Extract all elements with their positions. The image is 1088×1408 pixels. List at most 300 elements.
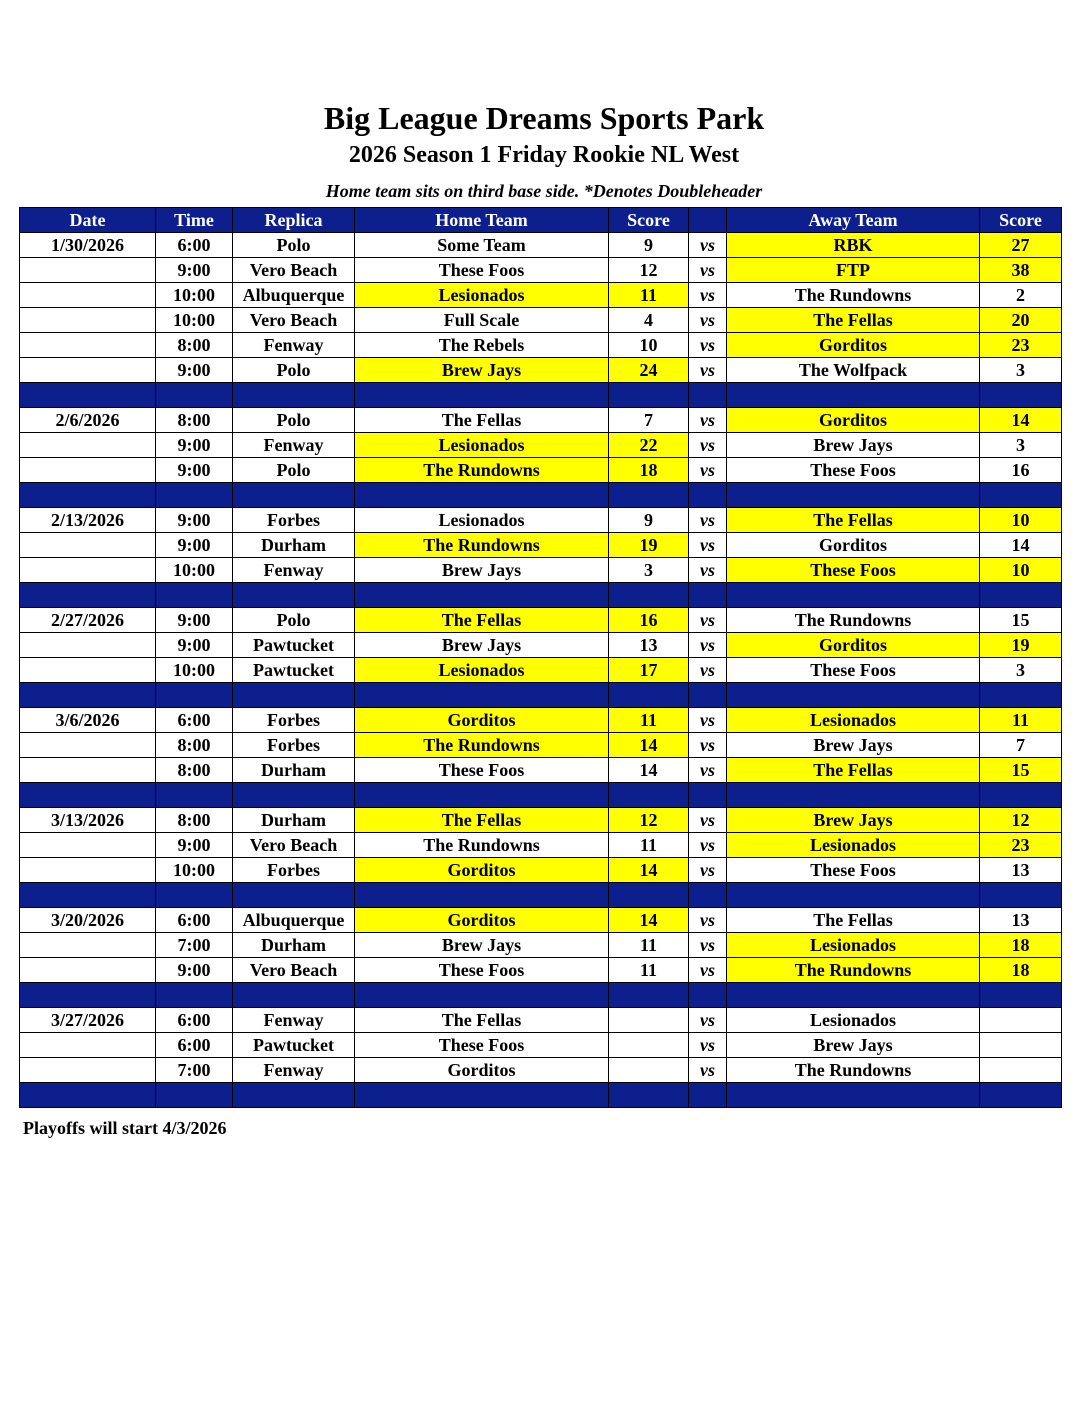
date-cell	[20, 458, 156, 483]
away-team-cell: The Fellas	[727, 308, 980, 333]
time-cell: 9:00	[156, 533, 233, 558]
replica-cell: Fenway	[233, 433, 355, 458]
separator-cell	[980, 583, 1062, 608]
away-team-cell: Lesionados	[727, 708, 980, 733]
away-score-cell: 3	[980, 358, 1062, 383]
away-team-cell: Brew Jays	[727, 733, 980, 758]
away-team-cell: Gorditos	[727, 633, 980, 658]
separator-cell	[609, 483, 689, 508]
away-team-cell: RBK	[727, 233, 980, 258]
replica-cell: Fenway	[233, 558, 355, 583]
home-score-cell: 7	[609, 408, 689, 433]
home-score-cell: 19	[609, 533, 689, 558]
game-row	[20, 433, 1062, 458]
time-cell: 8:00	[156, 408, 233, 433]
away-score-cell: 16	[980, 458, 1062, 483]
away-score-cell: 20	[980, 308, 1062, 333]
game-row	[20, 1008, 1062, 1033]
replica-cell: Forbes	[233, 708, 355, 733]
home-score-cell: 10	[609, 333, 689, 358]
separator-cell	[980, 883, 1062, 908]
away-team-cell: FTP	[727, 258, 980, 283]
home-team-cell: The Rebels	[355, 333, 609, 358]
replica-cell: Forbes	[233, 508, 355, 533]
separator-row	[20, 483, 1062, 508]
column-header-vs	[689, 208, 727, 233]
away-score-cell: 10	[980, 508, 1062, 533]
replica-cell: Vero Beach	[233, 958, 355, 983]
separator-cell	[233, 983, 355, 1008]
date-cell	[20, 558, 156, 583]
away-team-cell: These Foos	[727, 458, 980, 483]
vs-cell: vs	[689, 1033, 727, 1058]
separator-cell	[727, 683, 980, 708]
vs-cell: vs	[689, 608, 727, 633]
separator-cell	[20, 1083, 156, 1108]
home-team-cell: These Foos	[355, 258, 609, 283]
home-score-cell: 14	[609, 858, 689, 883]
vs-cell: vs	[689, 1058, 727, 1083]
game-row	[20, 933, 1062, 958]
time-cell: 10:00	[156, 658, 233, 683]
replica-cell: Durham	[233, 808, 355, 833]
home-score-cell: 9	[609, 508, 689, 533]
vs-cell: vs	[689, 358, 727, 383]
replica-cell: Vero Beach	[233, 258, 355, 283]
game-row	[20, 333, 1062, 358]
home-score-cell: 11	[609, 933, 689, 958]
separator-cell	[156, 383, 233, 408]
home-team-cell: Brew Jays	[355, 558, 609, 583]
separator-cell	[20, 683, 156, 708]
date-cell	[20, 658, 156, 683]
replica-cell: Fenway	[233, 1008, 355, 1033]
date-cell	[20, 733, 156, 758]
separator-cell	[233, 1083, 355, 1108]
column-header-home-score: Score	[609, 208, 689, 233]
time-cell: 8:00	[156, 758, 233, 783]
home-team-cell: These Foos	[355, 1033, 609, 1058]
home-score-cell	[609, 1033, 689, 1058]
time-cell: 9:00	[156, 958, 233, 983]
game-row	[20, 833, 1062, 858]
home-team-cell: The Fellas	[355, 808, 609, 833]
replica-cell: Vero Beach	[233, 833, 355, 858]
separator-cell	[609, 983, 689, 1008]
separator-row	[20, 883, 1062, 908]
separator-cell	[689, 1083, 727, 1108]
away-score-cell	[980, 1008, 1062, 1033]
game-row	[20, 1058, 1062, 1083]
vs-cell: vs	[689, 708, 727, 733]
game-row	[20, 908, 1062, 933]
date-cell	[20, 308, 156, 333]
game-row	[20, 258, 1062, 283]
replica-cell: Forbes	[233, 733, 355, 758]
separator-cell	[609, 1083, 689, 1108]
away-team-cell: The Rundowns	[727, 958, 980, 983]
time-cell: 6:00	[156, 1033, 233, 1058]
away-team-cell: The Rundowns	[727, 608, 980, 633]
playoffs-note: Playoffs will start 4/3/2026	[23, 1118, 227, 1138]
schedule-table	[19, 207, 1062, 1108]
separator-cell	[156, 483, 233, 508]
separator-cell	[233, 683, 355, 708]
home-score-cell: 12	[609, 808, 689, 833]
time-cell: 9:00	[156, 433, 233, 458]
separator-cell	[20, 783, 156, 808]
game-row	[20, 708, 1062, 733]
vs-cell: vs	[689, 933, 727, 958]
game-row	[20, 308, 1062, 333]
away-team-cell: Gorditos	[727, 533, 980, 558]
game-row	[20, 533, 1062, 558]
away-team-cell: The Wolfpack	[727, 358, 980, 383]
away-team-cell: Gorditos	[727, 408, 980, 433]
home-score-cell: 17	[609, 658, 689, 683]
separator-cell	[980, 383, 1062, 408]
vs-cell: vs	[689, 258, 727, 283]
separator-cell	[689, 683, 727, 708]
separator-cell	[156, 983, 233, 1008]
time-cell: 10:00	[156, 558, 233, 583]
away-team-cell: The Fellas	[727, 508, 980, 533]
home-score-cell: 13	[609, 633, 689, 658]
time-cell: 8:00	[156, 733, 233, 758]
vs-cell: vs	[689, 658, 727, 683]
game-row	[20, 458, 1062, 483]
replica-cell: Pawtucket	[233, 633, 355, 658]
date-cell	[20, 533, 156, 558]
date-cell: 3/27/2026	[20, 1008, 156, 1033]
game-row	[20, 658, 1062, 683]
game-row	[20, 858, 1062, 883]
game-row	[20, 608, 1062, 633]
home-score-cell: 12	[609, 258, 689, 283]
vs-cell: vs	[689, 808, 727, 833]
home-team-cell: Lesionados	[355, 508, 609, 533]
vs-cell: vs	[689, 308, 727, 333]
separator-cell	[727, 983, 980, 1008]
separator-cell	[980, 1083, 1062, 1108]
vs-cell: vs	[689, 858, 727, 883]
separator-cell	[355, 383, 609, 408]
column-header-date: Date	[20, 208, 156, 233]
away-team-cell: These Foos	[727, 558, 980, 583]
date-cell: 2/27/2026	[20, 608, 156, 633]
away-team-cell: Brew Jays	[727, 808, 980, 833]
separator-cell	[20, 983, 156, 1008]
away-score-cell: 13	[980, 858, 1062, 883]
home-score-cell	[609, 1058, 689, 1083]
separator-cell	[20, 383, 156, 408]
replica-cell: Albuquerque	[233, 908, 355, 933]
separator-cell	[233, 883, 355, 908]
date-cell	[20, 1058, 156, 1083]
time-cell: 9:00	[156, 458, 233, 483]
home-score-cell: 14	[609, 733, 689, 758]
separator-row	[20, 383, 1062, 408]
replica-cell: Pawtucket	[233, 1033, 355, 1058]
game-row	[20, 408, 1062, 433]
time-cell: 9:00	[156, 508, 233, 533]
home-score-cell: 11	[609, 283, 689, 308]
home-team-cell: These Foos	[355, 958, 609, 983]
away-team-cell: These Foos	[727, 858, 980, 883]
away-team-cell: Brew Jays	[727, 433, 980, 458]
home-team-cell: Brew Jays	[355, 358, 609, 383]
home-score-cell: 9	[609, 233, 689, 258]
home-score-cell: 18	[609, 458, 689, 483]
separator-row	[20, 1083, 1062, 1108]
game-row	[20, 758, 1062, 783]
home-score-cell	[609, 1008, 689, 1033]
separator-cell	[727, 1083, 980, 1108]
home-score-cell: 11	[609, 833, 689, 858]
date-cell	[20, 758, 156, 783]
column-header-away-team: Away Team	[727, 208, 980, 233]
home-score-cell: 24	[609, 358, 689, 383]
away-score-cell: 27	[980, 233, 1062, 258]
replica-cell: Vero Beach	[233, 308, 355, 333]
date-cell: 1/30/2026	[20, 233, 156, 258]
replica-cell: Durham	[233, 933, 355, 958]
time-cell: 9:00	[156, 358, 233, 383]
replica-cell: Pawtucket	[233, 658, 355, 683]
game-row	[20, 233, 1062, 258]
page-title: Big League Dreams Sports Park	[323, 100, 765, 136]
separator-cell	[727, 783, 980, 808]
replica-cell: Polo	[233, 358, 355, 383]
time-cell: 6:00	[156, 708, 233, 733]
home-team-cell: The Fellas	[355, 608, 609, 633]
away-score-cell: 14	[980, 533, 1062, 558]
separator-cell	[980, 983, 1062, 1008]
replica-cell: Polo	[233, 458, 355, 483]
away-score-cell: 38	[980, 258, 1062, 283]
away-team-cell: The Fellas	[727, 908, 980, 933]
separator-cell	[355, 883, 609, 908]
time-cell: 7:00	[156, 1058, 233, 1083]
separator-cell	[355, 583, 609, 608]
date-cell	[20, 833, 156, 858]
date-cell	[20, 283, 156, 308]
date-cell	[20, 333, 156, 358]
separator-cell	[156, 583, 233, 608]
home-team-cell: The Fellas	[355, 408, 609, 433]
home-score-cell: 16	[609, 608, 689, 633]
replica-cell: Polo	[233, 608, 355, 633]
home-score-cell: 11	[609, 958, 689, 983]
date-cell	[20, 258, 156, 283]
header-row	[20, 208, 1062, 233]
vs-cell: vs	[689, 758, 727, 783]
away-team-cell: Lesionados	[727, 1008, 980, 1033]
separator-cell	[20, 883, 156, 908]
replica-cell: Forbes	[233, 858, 355, 883]
home-team-cell: Lesionados	[355, 283, 609, 308]
time-cell: 9:00	[156, 258, 233, 283]
home-score-cell: 14	[609, 908, 689, 933]
vs-cell: vs	[689, 233, 727, 258]
home-team-cell: The Fellas	[355, 1008, 609, 1033]
vs-cell: vs	[689, 533, 727, 558]
vs-cell: vs	[689, 508, 727, 533]
vs-cell: vs	[689, 633, 727, 658]
separator-cell	[156, 1083, 233, 1108]
home-team-cell: Gorditos	[355, 1058, 609, 1083]
separator-cell	[689, 583, 727, 608]
away-team-cell: These Foos	[727, 658, 980, 683]
away-team-cell: Gorditos	[727, 333, 980, 358]
date-cell: 2/6/2026	[20, 408, 156, 433]
separator-cell	[609, 583, 689, 608]
date-cell	[20, 933, 156, 958]
home-score-cell: 3	[609, 558, 689, 583]
separator-cell	[355, 983, 609, 1008]
separator-cell	[156, 683, 233, 708]
away-score-cell: 19	[980, 633, 1062, 658]
separator-cell	[689, 983, 727, 1008]
replica-cell: Albuquerque	[233, 283, 355, 308]
vs-cell: vs	[689, 908, 727, 933]
separator-cell	[355, 483, 609, 508]
home-score-cell: 4	[609, 308, 689, 333]
column-header-home-team: Home Team	[355, 208, 609, 233]
date-cell: 2/13/2026	[20, 508, 156, 533]
separator-cell	[609, 383, 689, 408]
separator-cell	[727, 383, 980, 408]
away-score-cell: 7	[980, 733, 1062, 758]
home-team-cell: Brew Jays	[355, 933, 609, 958]
separator-cell	[609, 883, 689, 908]
column-header-replica: Replica	[233, 208, 355, 233]
vs-cell: vs	[689, 408, 727, 433]
home-score-cell: 11	[609, 708, 689, 733]
vs-cell: vs	[689, 733, 727, 758]
home-team-cell: Lesionados	[355, 658, 609, 683]
column-header-away-score: Score	[980, 208, 1062, 233]
vs-cell: vs	[689, 958, 727, 983]
home-team-cell: The Rundowns	[355, 458, 609, 483]
home-team-cell: These Foos	[355, 758, 609, 783]
away-score-cell: 11	[980, 708, 1062, 733]
separator-cell	[355, 1083, 609, 1108]
vs-cell: vs	[689, 283, 727, 308]
away-score-cell: 23	[980, 833, 1062, 858]
replica-cell: Polo	[233, 408, 355, 433]
replica-cell: Polo	[233, 233, 355, 258]
home-team-cell: The Rundowns	[355, 733, 609, 758]
time-cell: 9:00	[156, 608, 233, 633]
date-cell	[20, 633, 156, 658]
separator-cell	[980, 683, 1062, 708]
home-team-cell: Gorditos	[355, 708, 609, 733]
separator-row	[20, 983, 1062, 1008]
away-score-cell: 3	[980, 433, 1062, 458]
separator-cell	[20, 483, 156, 508]
time-cell: 6:00	[156, 233, 233, 258]
away-score-cell: 15	[980, 608, 1062, 633]
separator-cell	[727, 883, 980, 908]
separator-cell	[355, 783, 609, 808]
date-cell	[20, 358, 156, 383]
vs-cell: vs	[689, 333, 727, 358]
home-team-cell: The Rundowns	[355, 533, 609, 558]
vs-cell: vs	[689, 558, 727, 583]
separator-cell	[233, 583, 355, 608]
separator-cell	[156, 783, 233, 808]
time-cell: 10:00	[156, 308, 233, 333]
separator-cell	[689, 883, 727, 908]
game-row	[20, 508, 1062, 533]
away-score-cell: 13	[980, 908, 1062, 933]
date-cell: 3/6/2026	[20, 708, 156, 733]
away-team-cell: The Rundowns	[727, 283, 980, 308]
replica-cell: Durham	[233, 758, 355, 783]
separator-row	[20, 783, 1062, 808]
separator-cell	[689, 783, 727, 808]
time-cell: 6:00	[156, 908, 233, 933]
time-cell: 9:00	[156, 833, 233, 858]
away-score-cell: 14	[980, 408, 1062, 433]
vs-cell: vs	[689, 458, 727, 483]
vs-cell: vs	[689, 833, 727, 858]
separator-cell	[20, 583, 156, 608]
time-cell: 9:00	[156, 633, 233, 658]
home-team-cell: Brew Jays	[355, 633, 609, 658]
separator-cell	[355, 683, 609, 708]
time-cell: 8:00	[156, 333, 233, 358]
time-cell: 6:00	[156, 1008, 233, 1033]
separator-cell	[233, 783, 355, 808]
away-team-cell: The Rundowns	[727, 1058, 980, 1083]
away-score-cell: 18	[980, 933, 1062, 958]
away-score-cell: 3	[980, 658, 1062, 683]
separator-cell	[233, 483, 355, 508]
date-cell	[20, 958, 156, 983]
time-cell: 8:00	[156, 808, 233, 833]
home-team-cell: Gorditos	[355, 908, 609, 933]
away-team-cell: The Fellas	[727, 758, 980, 783]
replica-cell: Durham	[233, 533, 355, 558]
game-row	[20, 733, 1062, 758]
away-team-cell: Brew Jays	[727, 1033, 980, 1058]
home-score-cell: 22	[609, 433, 689, 458]
time-cell: 7:00	[156, 933, 233, 958]
game-row	[20, 358, 1062, 383]
page-subtitle: 2026 Season 1 Friday Rookie NL West	[348, 142, 740, 168]
time-cell: 10:00	[156, 858, 233, 883]
away-score-cell: 10	[980, 558, 1062, 583]
game-row	[20, 808, 1062, 833]
date-cell: 3/13/2026	[20, 808, 156, 833]
schedule-body	[20, 233, 1062, 1108]
separator-cell	[609, 683, 689, 708]
separator-cell	[609, 783, 689, 808]
schedule-note: Home team sits on third base side. *Denotes Doubleheader	[325, 181, 763, 201]
date-cell	[20, 858, 156, 883]
replica-cell: Fenway	[233, 333, 355, 358]
away-score-cell	[980, 1033, 1062, 1058]
away-score-cell: 15	[980, 758, 1062, 783]
game-row	[20, 558, 1062, 583]
game-row	[20, 1033, 1062, 1058]
game-row	[20, 633, 1062, 658]
separator-row	[20, 583, 1062, 608]
separator-cell	[727, 583, 980, 608]
separator-cell	[980, 483, 1062, 508]
